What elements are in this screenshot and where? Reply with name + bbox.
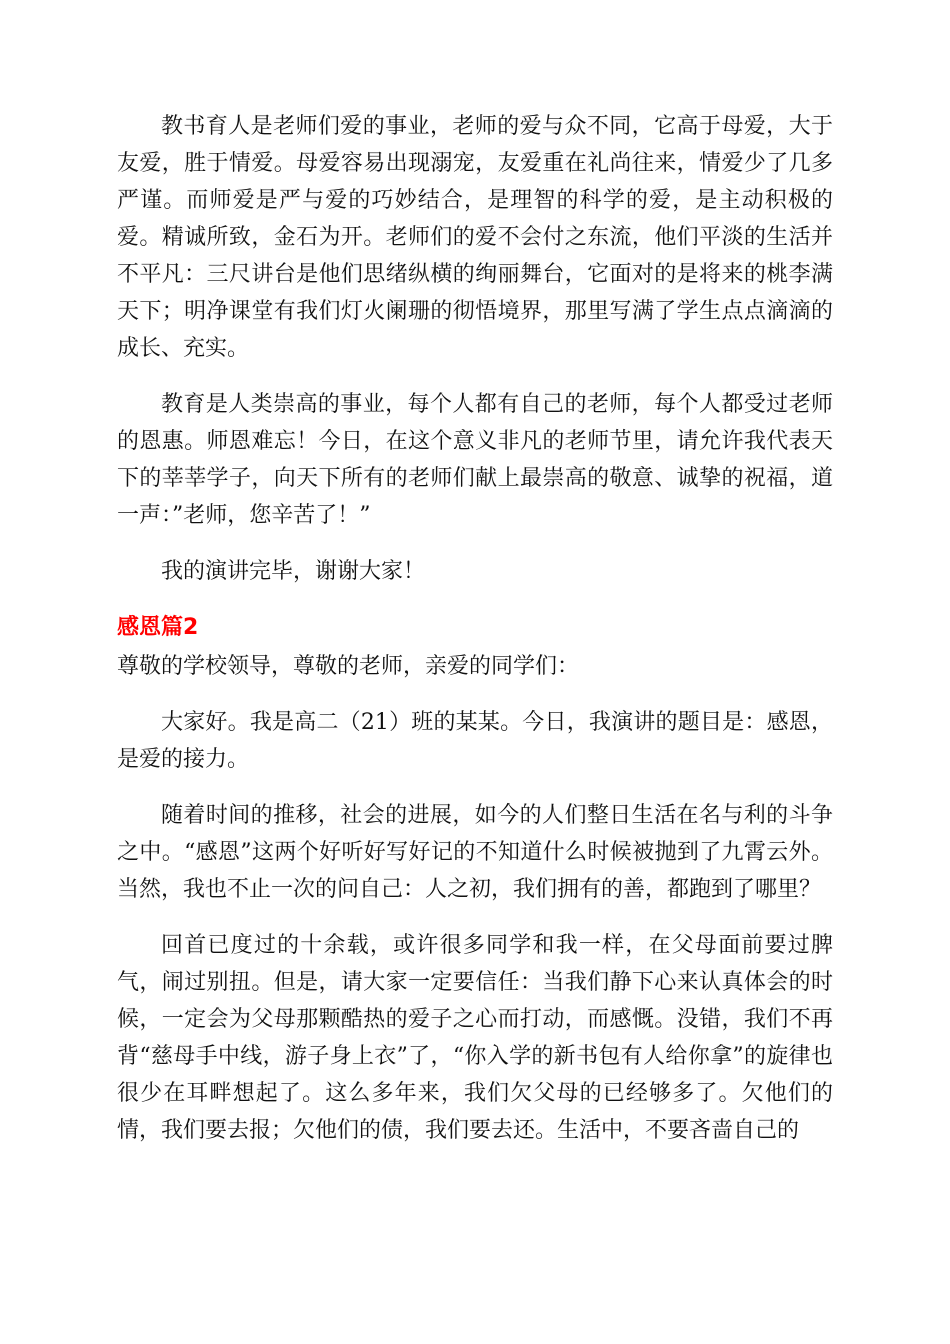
paragraph: 教育是人类崇高的事业，每个人都有自己的老师，每个人都受过老师的恩惠。师恩难忘！今日，在这个意义非凡的老师节里，请允许我代表天下的莘莘学子，向天下所有的老师们献上最崇高的敬意、诚挚的祝福，道一声：”老师，您辛苦了！” (117, 392, 833, 528)
paragraph: 教书育人是老师们爱的事业，老师的爱与众不同，它高于母爱，大于友爱，胜于情爱。母爱容易出现溺宠，友爱重在礼尚往来，情爱少了几多严谨。而师爱是严与爱的巧妙结合，是理智的科学的爱，是主动积极的爱。精诚所致，金石为开。老师们的爱不会付之东流，他们平淡的生活并不平凡：三尺讲台是他们思绪纵横的绚丽舞台，它面对的是将来的桃李满天下；明净课堂有我们灯火阑珊的彻悟境界，那里写满了学生点点滴滴的成长、充实。 (117, 114, 833, 361)
document-page (117, 108, 833, 1168)
section-heading: 感恩篇2 (117, 615, 199, 640)
paragraph: 回首已度过的十余载，或许很多同学和我一样，在父母面前要过脾气，闹过别扭。但是，请大家一定要信任：当我们静下心来认真体会的时候，一定会为父母那颗酷热的爱子之心而打动，而感慨。没错，我们不再背“慈母手中线，游子身上衣”了，“你入学的新书包有人给你拿”的旋律也很少在耳畔想起了。这么多年来，我们欠父母的已经够多了。欠他们的情，我们要去报；欠他们的债，我们要去还。生活中，不要吝啬自己的 (117, 933, 833, 1143)
paragraph: 大家好。我是高二（21）班的某某。今日，我演讲的题目是：感恩，是爱的接力。 (117, 710, 833, 772)
paragraph: 我的演讲完毕，谢谢大家！ (161, 559, 426, 584)
paragraph: 随着时间的推移，社会的进展，如今的人们整日生活在名与利的斗争之中。“感恩”这两个好听好写好记的不知道什么时候被抛到了九霄云外。当然，我也不止一次的问自己：人之初，我们拥有的善，都跑到了哪里？ (117, 803, 833, 902)
salutation: 尊敬的学校领导，尊敬的老师，亲爱的同学们： (117, 654, 580, 679)
